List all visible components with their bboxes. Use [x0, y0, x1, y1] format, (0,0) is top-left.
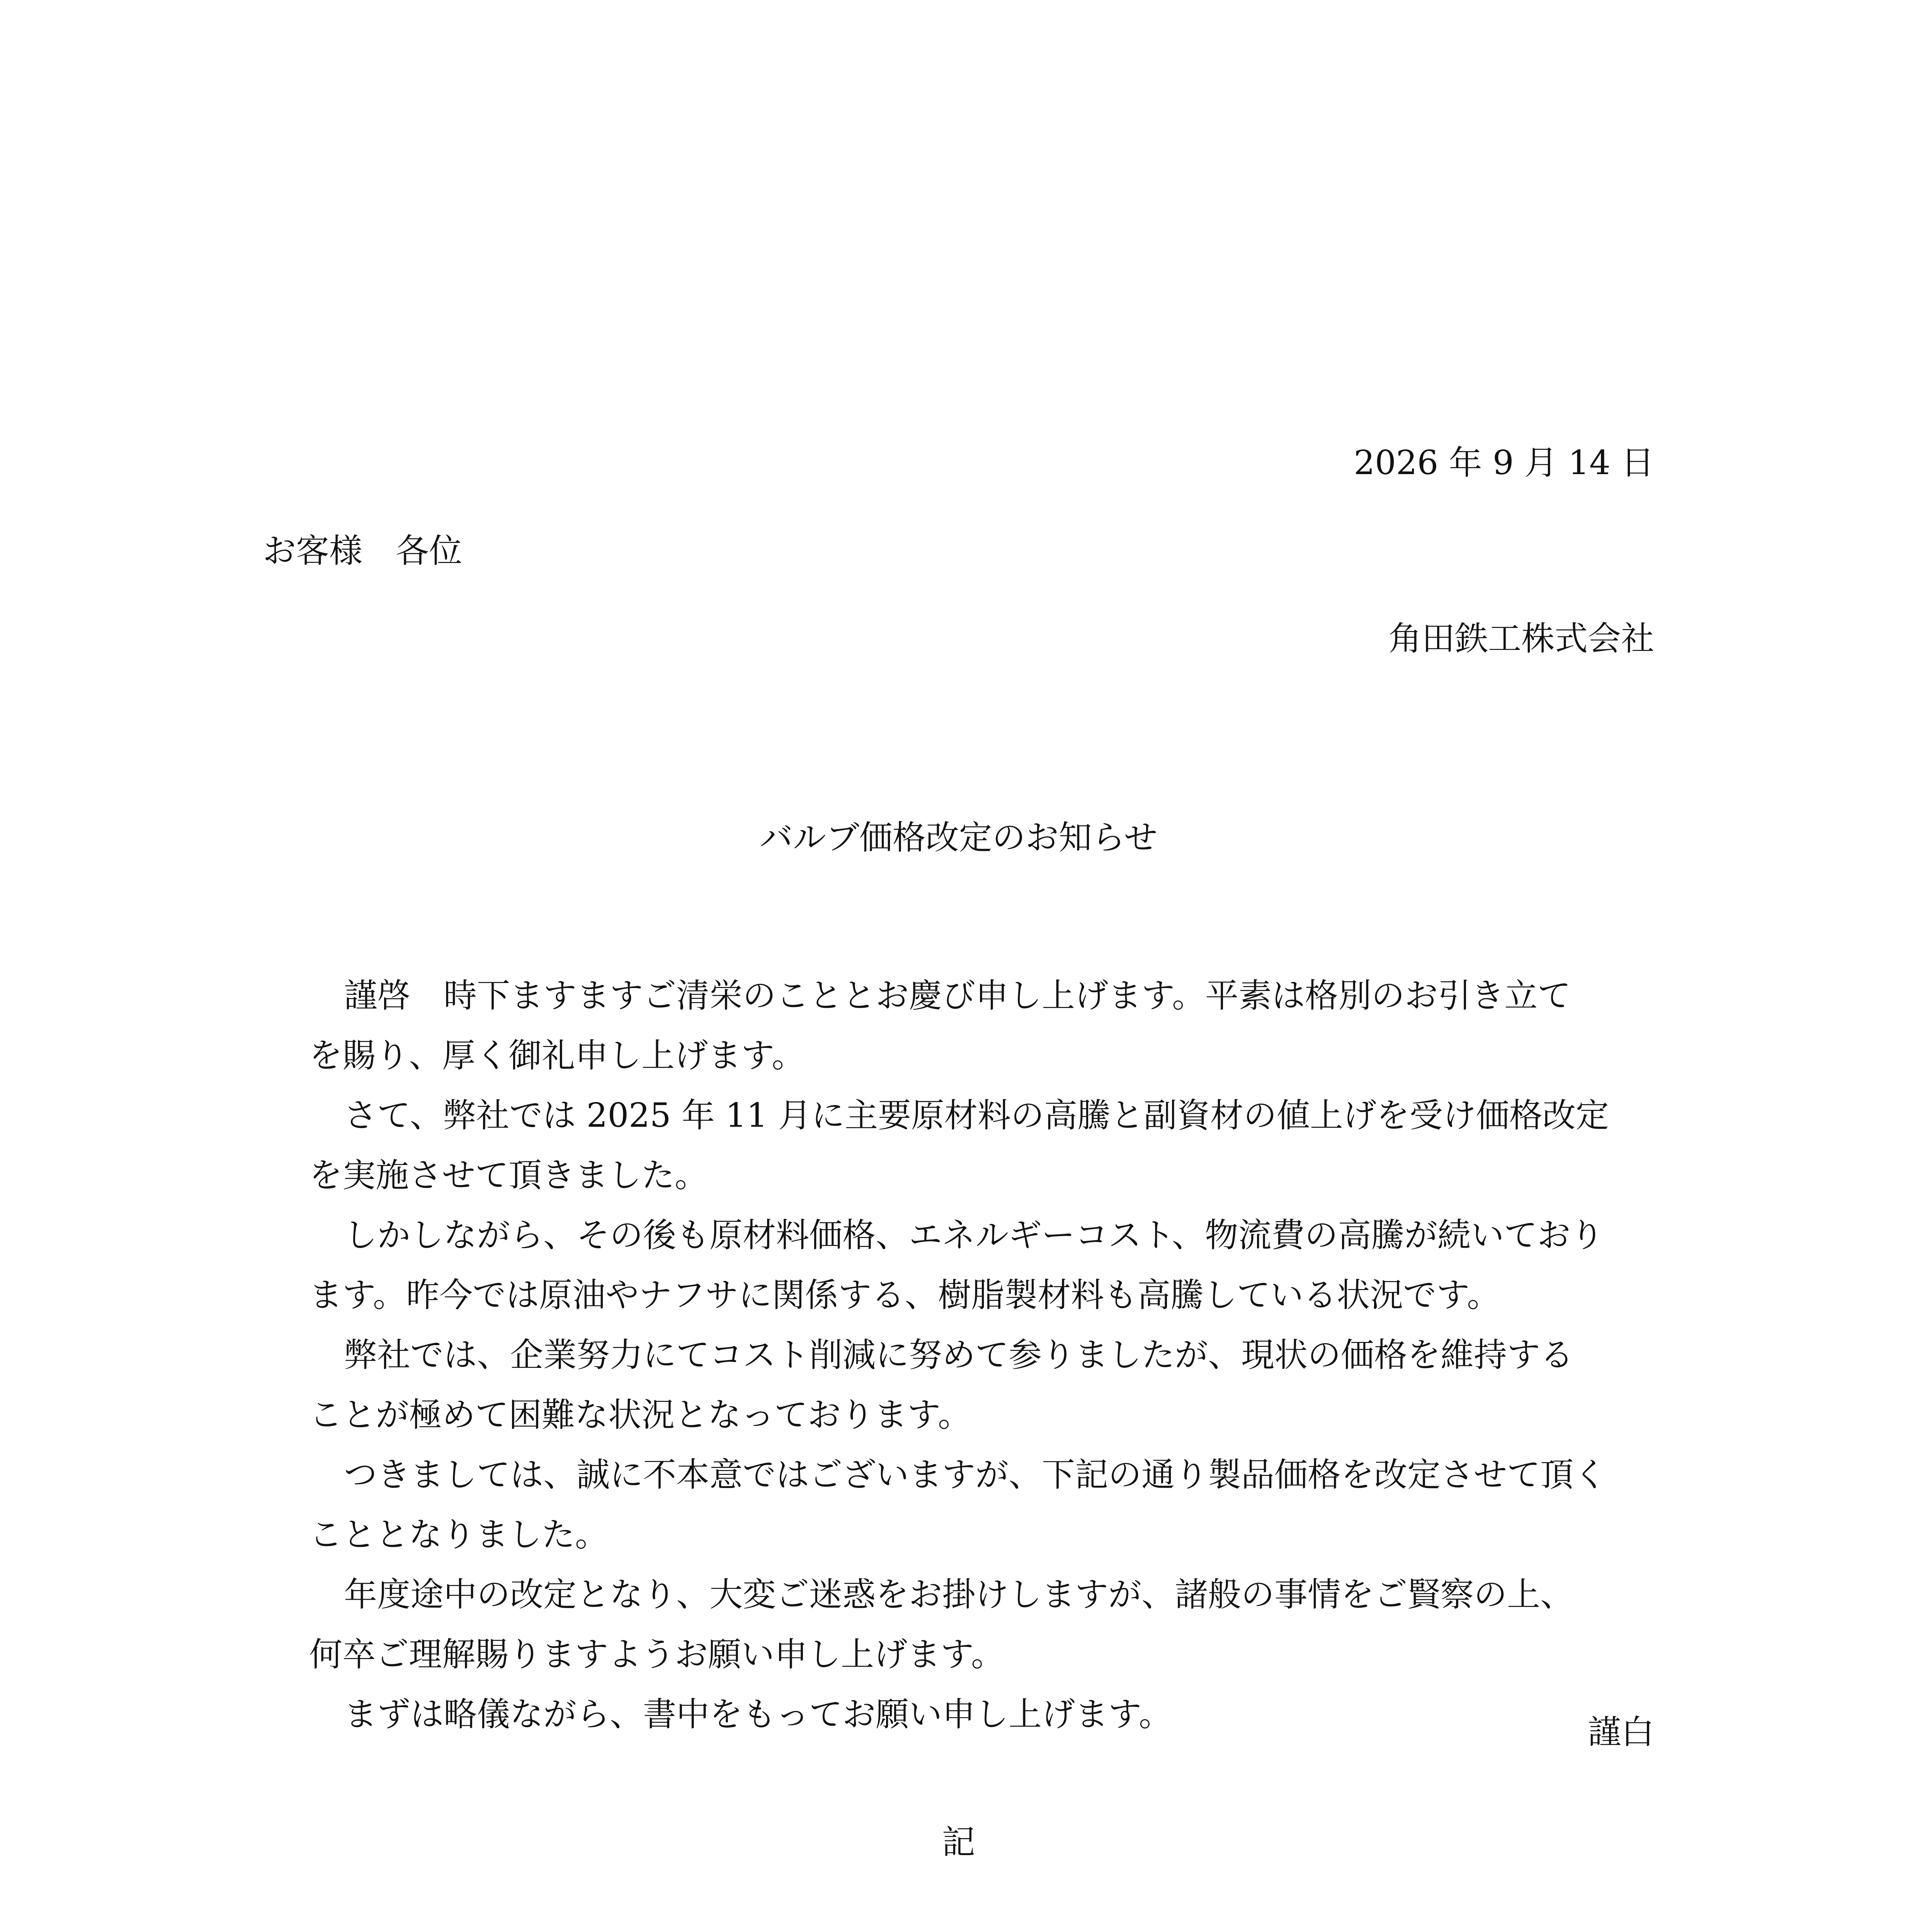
body-line: を実施させて頂きました。 — [309, 1156, 708, 1195]
body-line: ことが極めて困難な状況となっております。 — [309, 1396, 971, 1434]
body-line: を賜り、厚く御礼申し上げます。 — [309, 1036, 805, 1075]
body-line: さて、弊社では 2025 年 11 月に主要原材料の高騰と副資材の値上げを受け価格改定 — [344, 1096, 1609, 1135]
recipient: お客様 各位 — [263, 532, 462, 570]
sender-company: 角田鉄工株式会社 — [1388, 619, 1654, 658]
body-line: まずは略儀ながら、書中をもってお願い申し上げます。 — [344, 1695, 1172, 1734]
body-line: こととなりました。 — [309, 1515, 608, 1554]
letter-body — [309, 966, 1623, 1745]
record-heading: 記 — [942, 1823, 975, 1862]
body-line: しかしながら、その後も原材料価格、エネルギーコスト、物流費の高騰が続いており — [344, 1216, 1604, 1255]
body-line: 何卒ご理解賜りますようお願い申し上げます。 — [309, 1635, 1005, 1674]
body-line: 謹啓 時下ますますご清栄のこととお慶び申し上げます。平素は格別のお引き立て — [344, 976, 1571, 1015]
body-line: 年度途中の改定となり、大変ご迷惑をお掛けしますが、諸般の事情をご賢察の上、 — [344, 1575, 1573, 1614]
body-line: つきましては、誠に不本意ではございますが、下記の通り製品価格を改定させて頂く — [344, 1456, 1607, 1494]
body-line: ます。昨今では原油やナフサに関係する、樹脂製材料も高騰している状況です。 — [309, 1276, 1500, 1315]
closing-phrase: 謹白 — [1588, 1713, 1654, 1752]
document-title: バルブ価格改定のお知らせ — [759, 818, 1158, 857]
body-line: 弊社では、企業努力にてコスト削減に努めて参りましたが、現状の価格を維持する — [344, 1336, 1573, 1374]
document-date: 2026 年 9 月 14 日 — [1354, 444, 1654, 482]
